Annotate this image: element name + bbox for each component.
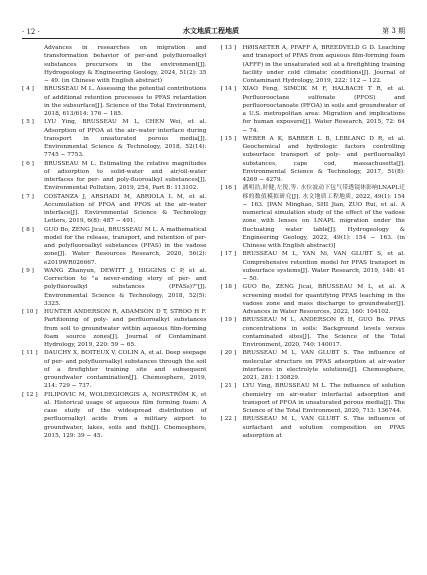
reference-entry — [22, 193, 207, 226]
reference-number: [ 13 ] — [220, 45, 237, 51]
reference-text: GUO Bo, ZENG Jicai, BRUSSEAU M L, et al. A screening model for quantifying PFAS leaching in the vadose zone and mass discharge to groundwater[J]. Advances in Water Resources, 2022, 160: 104102. — [242, 284, 405, 315]
reference-text: Advances in researches on migration and transformation behavior of per-and polyfluoroalkyl substances precursors in the environment[J]. Hydrogeology & Engineering Geology, 2024, 51(2): 35 − 49. (in Chinese with English abstract) — [44, 45, 207, 84]
reference-entry — [22, 44, 207, 85]
reference-number: [ 10 ] — [22, 309, 38, 315]
reference-entry — [221, 44, 406, 85]
reference-number: [ 21 ] — [220, 383, 237, 390]
reference-entry — [221, 349, 406, 382]
reference-number: [ 4 ] — [22, 86, 34, 93]
reference-entry — [22, 118, 207, 159]
reference-entry — [22, 308, 207, 349]
reference-text: BRUSSEAU M L, ANDERSON R H, GUO Bo. PFAS concentrations in soils: Background levels versus contaminated sites[J]. The Science of the Total Environment, 2020, 740: 140017. — [242, 317, 405, 348]
left-column — [22, 44, 207, 567]
reference-entry — [221, 382, 406, 415]
reference-text: BRUSSEAU M L. Estimating the relative magnitudes of adsorption to solid-water and air/oil-water interfaces for per- and poly-fluoroalkyl substances[J]. Environmental Pollution, 2019, 254, Part B: 113102. — [44, 160, 207, 192]
reference-entry — [221, 135, 406, 185]
reference-text: DAUCHY X, BOITEUX V, COLIN A, et al. Deep seepage of per- and polyfluoroalkyl substances through the soil of a firefighter training site and subsequent groundwater contamination[J]. Chemosphere, 2019, 214: 729 − 737. — [44, 350, 207, 390]
reference-entry — [221, 85, 406, 135]
reference-text: FILIPOVIC M, WOLDEGIORGIS A, NORSTRÖM K, et al. Historical usage of aqueous film forming foam: A case study of the widespread distribution of perfluoroalkyl acids from a military airport to groundwater, lakes, soils and fish[J]. Chemosphere, 2015, 129: 39 − 45. — [44, 391, 207, 439]
reference-number — [22, 44, 44, 85]
page-header — [22, 20, 405, 39]
reference-number: [ 8 ] — [22, 226, 34, 233]
reference-entry — [221, 283, 406, 316]
reference-entry — [22, 349, 207, 390]
reference-number: [ 5 ] — [22, 119, 34, 126]
reference-entry — [221, 316, 406, 349]
reference-number: [ 15 ] — [220, 135, 237, 142]
reference-text: XIAO Feng, SIMCIK M F, HALBACH T R, et al. Perfluorooctane sulfonate (PFOS) and perfluorooctanoate (PFOA) in soils and groundwater of a U.S. metropolitan area: Migration and implications for human exposure[J]. Water Research, 2015, 72: 64 − 74. — [242, 86, 405, 134]
reference-number: [ 6 ] — [22, 160, 34, 167]
reference-text: 潘明浩,时健,左锐,等. 水位波动下包气带透镜体影响LNAPL迁移的数值模拟研究[J]. 水文地质工程地质, 2022, 49(1): 154 − 163. [PAN Minghao, SHI Jian, ZUO Rui, et al. A numerical simulation study of the effect of the vadose zone with lenses on LNAPL migration under the fluctuating water table[J]. Hydrogeology & Engineering Geology, 2022, 49(1): 154 − 163. (in Chinese with English abstract)] — [242, 185, 405, 249]
page-number: · 12 · — [22, 28, 40, 36]
reference-text: WEBER A K, BARBER L B, LEBLANC D R, et al. Geochemical and hydrologic factors controlling subsurface transport of poly- and perfluoroalkyl substances, cape cod, massachusetts[J]. Environmental Science & Technology, 2017, 51(8): 4269 − 4279. — [242, 135, 405, 183]
reference-number: [ 14 ] — [220, 86, 237, 93]
reference-columns — [22, 44, 405, 567]
reference-entry — [221, 250, 406, 283]
reference-text: LYU Ying, BRUSSEAU M L. The influence of solution chemistry on air-water interfacial adsorption and transport of PFOA in unsaturated porous media[J]. The Science of the Total Environment, 2020, 713: 136744. — [242, 383, 405, 414]
reference-text: HØISAETER A, PFAFF A, BREEDVELD G D. Leaching and transport of PFAS from aqueous film-forming foam (AFFF) in the unsaturated soil at a firefighting training facility under cold climatic conditions[J]. Journal of Contaminant Hydrology, 2019, 222: 112 − 122. — [242, 45, 405, 84]
reference-text: BRUSSEAU M L, VAN GLUBT S. The influence of molecular structure on PFAS adsorption at air-water interfaces in electrolyte solutions[J]. Chemosphere, 2021, 281: 130829. — [242, 350, 405, 381]
reference-number: [ 12 ] — [22, 391, 38, 398]
journal-title: 水文地质工程地质 — [182, 26, 239, 35]
reference-text: COSTANZA J, ARSHADI M, ABRIOLA L M, et al. Accumulation of PFOA and PFOS at the air–water interface[J]. Environmental Science & Technology Letters, 2019, 6(8): 487 − 491. — [44, 193, 207, 225]
reference-number: [ 16 ] — [220, 185, 237, 192]
reference-entry — [22, 267, 207, 308]
issue-number: 第 3 期 — [382, 27, 405, 35]
reference-text: BRUSSEAU M L, YAN Ni, VAN GLUBT S, et al. Comprehensive retention model for PFAS transport in subsurface systems[J]. Water Research, 2019, 148: 41 − 50. — [242, 251, 405, 282]
reference-text: BRUSSEAU M L. Assessing the potential contributions of additional retention processes to PFAS retardation in the subsurface[J]. Science of the Total Environment, 2018, 613/614: 176 − 185. — [44, 86, 207, 117]
reference-number: [ 19 ] — [220, 317, 237, 324]
reference-number: [ 18 ] — [220, 284, 237, 291]
reference-entry — [22, 391, 207, 441]
reference-number: [ 22 ] — [220, 416, 237, 423]
reference-number: [ 7 ] — [22, 193, 34, 200]
reference-text: WANG Zhanyun, DEWITT J, HIGGINS C P, et al. Correction to "a never-ending story of per- and polyfluoroalkyl substances (PFASs)?"[J]. Environmental Science & Technology, 2018, 52(5): 3325. — [44, 267, 207, 307]
reference-number: [ 9 ] — [22, 267, 34, 274]
reference-text: GUO Bo, ZENG Jicai, BRUSSEAU M L. A mathematical model for the release, transport, and retention of per-and polyfluoroalkyl substances (PFAS) in the vadose zone[J]. Water Resources Research, 2020, 56(2): e2019WR026667. — [44, 226, 207, 266]
reference-number: [ 17 ] — [220, 251, 237, 258]
reference-entry — [22, 226, 207, 267]
reference-text: HUNTER ANDERSON R, ADAMSON D T, STROO H F. Partitioning of poly- and perfluoroalkyl substances from soil to groundwater within aqueous film-forming foam source zones[J]. Journal of Contaminant Hydrology, 2019, 220: 59 − 65. — [44, 309, 207, 348]
right-column — [221, 44, 406, 567]
reference-text: BRUSSEAU M L, VAN GLUBT S. The influence of surfactant and solution composition on PFAS adsorption at — [242, 416, 405, 439]
reference-entry — [22, 160, 207, 193]
reference-entry — [22, 85, 207, 118]
reference-number: [ 11 ] — [22, 350, 38, 357]
reference-entry — [221, 415, 406, 440]
reference-text: LYU Ying, BRUSSEAU M L, CHEN Wei, et al. Adsorption of PFOA at the air–water interface during transport in unsaturated porous media[J]. Environmental Science & Technology, 2018, 52(14): 7745 − 7753. — [44, 119, 207, 159]
reference-entry — [221, 184, 406, 250]
reference-number: [ 20 ] — [220, 350, 237, 357]
